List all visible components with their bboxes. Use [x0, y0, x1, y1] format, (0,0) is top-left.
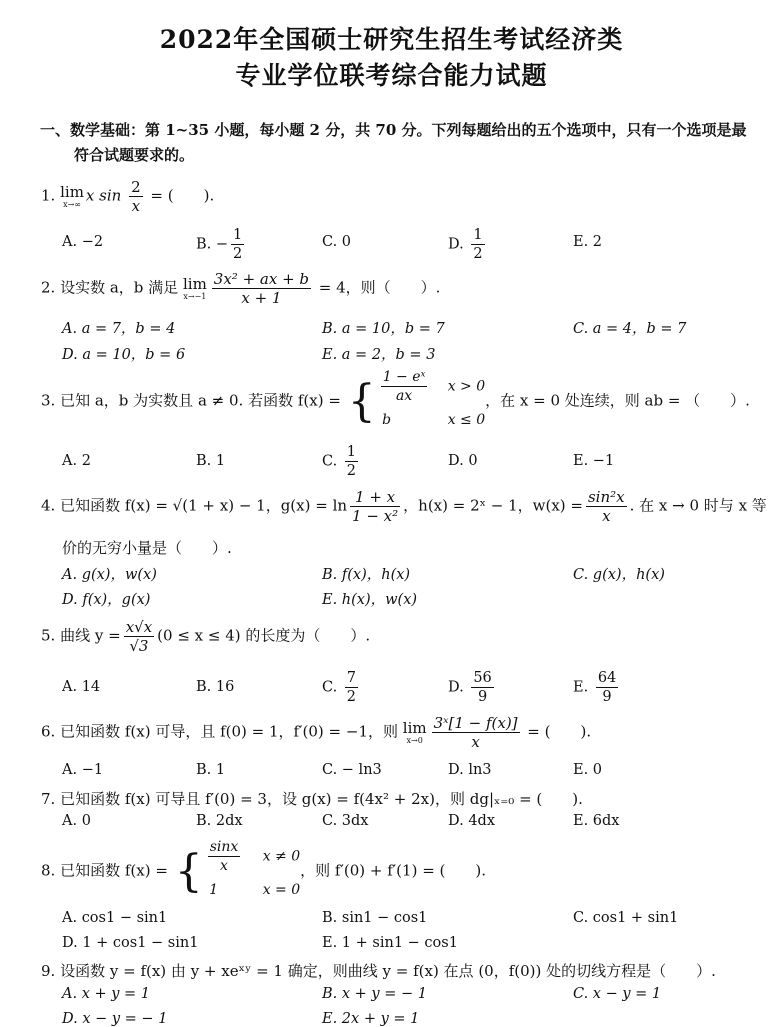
- q5-option-d: D. $\frac{56}{9}$: [448, 670, 492, 705]
- fraction: $\frac{\text{sin²x}}{x}$: [587, 488, 625, 525]
- piecewise: $\frac{\sin x}{x}$ x ≠ 0 1 x = 0: [209, 839, 301, 898]
- q9-option-d: D. x − y = − 1: [62, 1011, 168, 1027]
- question-number: 9.: [41, 962, 56, 980]
- limit: lim x→∞: [60, 183, 84, 209]
- q7-option-b: B. 2dx: [196, 813, 243, 829]
- expr: ，h(x) = 2ˣ − 1，w(x) =: [403, 496, 583, 515]
- q1-option-e: E. 2: [573, 234, 603, 250]
- q1-option-c: C. 0: [322, 234, 352, 250]
- question-number: 7.: [41, 790, 56, 808]
- question-4: [41, 488, 767, 525]
- q8-option-e: E. 1 + sin1 − cos1: [322, 935, 458, 951]
- q6-option-b: B. 1: [196, 762, 226, 778]
- q4-option-d: D. f(x)，g(x): [62, 592, 151, 608]
- q2-option-d: D. a = 10，b = 6: [62, 347, 186, 363]
- q8-option-d: D. 1 + cos1 − sin1: [62, 935, 199, 951]
- question-number: 8.: [41, 861, 56, 880]
- question-number: 4.: [41, 496, 56, 515]
- q6-option-e: E. 0: [573, 762, 603, 778]
- answer-blank: = ( ).: [522, 722, 592, 741]
- expr: x sin: [85, 186, 122, 205]
- q4-option-b: B. f(x)，h(x): [322, 567, 411, 583]
- q5-option-e: E. $\frac{64}{9}$: [573, 670, 617, 705]
- question-5: [41, 618, 370, 655]
- q7-option-a: A. 0: [62, 813, 91, 829]
- question-number: 3.: [41, 391, 56, 410]
- section-instructions: [40, 118, 760, 168]
- expr: (0 ≤ x ≤ 4) 的长度为（ ）.: [157, 626, 371, 645]
- expr: 已知函数 f(x) 可导且 f′(0) = 3，设 g(x) = f(4x² + 2x)，则 dg|ₓ₌₀ = ( ).: [60, 790, 583, 808]
- exam-title-line2: 专业学位联考综合能力试题: [235, 61, 548, 90]
- q9-option-b: B. x + y = − 1: [322, 986, 427, 1002]
- q2-option-c: C. a = 4，b = 7: [573, 321, 687, 337]
- question-number: 2.: [41, 278, 56, 297]
- q2-option-a: A. a = 7，b = 4: [62, 321, 176, 337]
- question-number: 1.: [41, 186, 56, 205]
- q3-option-d: D. 0: [448, 453, 478, 469]
- q3-option-e: E. −1: [573, 453, 615, 469]
- q9-option-a: A. x + y = 1: [62, 986, 151, 1002]
- expr: 设函数 y = f(x) 由 y + xeˣʸ = 1 确定，则曲线 y = f(x) 在点 (0，f(0)) 处的切线方程是（ ）.: [60, 962, 716, 980]
- limit: lim x→−1: [182, 275, 207, 301]
- answer-blank: = 4，则（ ）.: [314, 278, 441, 297]
- section-line2: 符合试题要求的。: [74, 146, 195, 164]
- q6-option-a: A. −1: [62, 762, 104, 778]
- limit: lim x→0: [402, 719, 427, 745]
- q4-option-e: E. h(x)，w(x): [322, 592, 418, 608]
- question-8: [41, 838, 486, 905]
- fraction: $\frac{1 + x}{\text{1 − x²}}$: [352, 488, 399, 525]
- answer-blank: ，则 f′(0) + f′(1) = ( ).: [300, 861, 487, 880]
- q1-option-d: D. $\frac{1}{2}$: [448, 227, 483, 262]
- q6-option-d: D. ln3: [448, 762, 492, 778]
- q2-option-e: E. a = 2，b = 3: [322, 347, 436, 363]
- q3-option-a: A. 2: [62, 453, 91, 469]
- fraction: $\frac{x√x}{√3}$: [125, 618, 153, 655]
- expr: 已知函数 f(x) = √(1 + x) − 1，g(x) = ln: [60, 496, 348, 515]
- q9-option-e: E. 2x + y = 1: [322, 1011, 420, 1027]
- question-9: [41, 960, 716, 981]
- q7-option-c: C. 3dx: [322, 813, 369, 829]
- exam-title-line1: 2022年全国硕士研究生招生考试经济类: [159, 25, 624, 54]
- q1-option-b: B. − $\frac{1}{2}$: [196, 227, 243, 262]
- question-4-line2: 价的无穷小量是（ ）.: [62, 539, 232, 557]
- brace: {: [347, 375, 376, 427]
- fraction: $\frac{2}{x}$: [131, 178, 141, 215]
- piecewise: $\frac{\text{1 − eˣ}}{ax}$ x > 0 b x ≤ 0: [382, 369, 486, 428]
- question-6: [41, 714, 591, 751]
- question-2: [41, 270, 440, 307]
- q6-option-c: C. − ln3: [322, 762, 382, 778]
- question-number: 6.: [41, 722, 56, 741]
- expr: 已知函数 f(x) =: [60, 861, 168, 880]
- q5-option-b: B. 16: [196, 679, 235, 695]
- q7-option-d: D. 4dx: [448, 813, 496, 829]
- q3-option-c: C. $\frac{1}{2}$: [322, 444, 357, 479]
- brace: {: [174, 845, 203, 897]
- answer-blank: ，在 x = 0 处连续，则 ab = （ ）.: [485, 391, 750, 410]
- section-line1: 一、数学基础：第 1~35 小题，每小题 2 分，共 70 分。下列每题给出的五个选项中，只有一个选项是最: [40, 121, 747, 139]
- expr: 已知 a，b 为实数且 a ≠ 0. 若函数 f(x) =: [60, 391, 341, 410]
- expr: 设实数 a，b 满足: [60, 278, 179, 297]
- q4-option-c: C. g(x)，h(x): [573, 567, 665, 583]
- q8-option-a: A. cos1 − sin1: [62, 910, 168, 926]
- expr: . 在 x → 0 时与 x 等: [629, 496, 767, 515]
- q1-option-a: A. −2: [62, 234, 104, 250]
- q7-option-e: E. 6dx: [573, 813, 620, 829]
- q8-option-b: B. sin1 − cos1: [322, 910, 428, 926]
- q4-option-a: A. g(x)，w(x): [62, 567, 157, 583]
- expr: 曲线 y =: [60, 626, 121, 645]
- q8-option-c: C. cos1 + sin1: [573, 910, 679, 926]
- q3-option-b: B. 1: [196, 453, 226, 469]
- q2-option-b: B. a = 10，b = 7: [322, 321, 445, 337]
- fraction: $\frac{\text{3ˣ[1 − f(x)]}}{x}$: [433, 714, 518, 751]
- fraction: $\frac{\text{3x² + ax + b}}{x + 1}$: [213, 270, 310, 307]
- expr: 已知函数 f(x) 可导，且 f(0) = 1，f′(0) = −1，则: [60, 722, 398, 741]
- question-1: [41, 178, 214, 215]
- answer-blank: = ( ).: [145, 186, 215, 205]
- q5-option-c: C. $\frac{7}{2}$: [322, 670, 357, 705]
- question-7: [41, 788, 583, 809]
- question-number: 5.: [41, 626, 56, 645]
- question-3: [41, 368, 750, 435]
- q5-option-a: A. 14: [62, 679, 101, 695]
- q9-option-c: C. x − y = 1: [573, 986, 662, 1002]
